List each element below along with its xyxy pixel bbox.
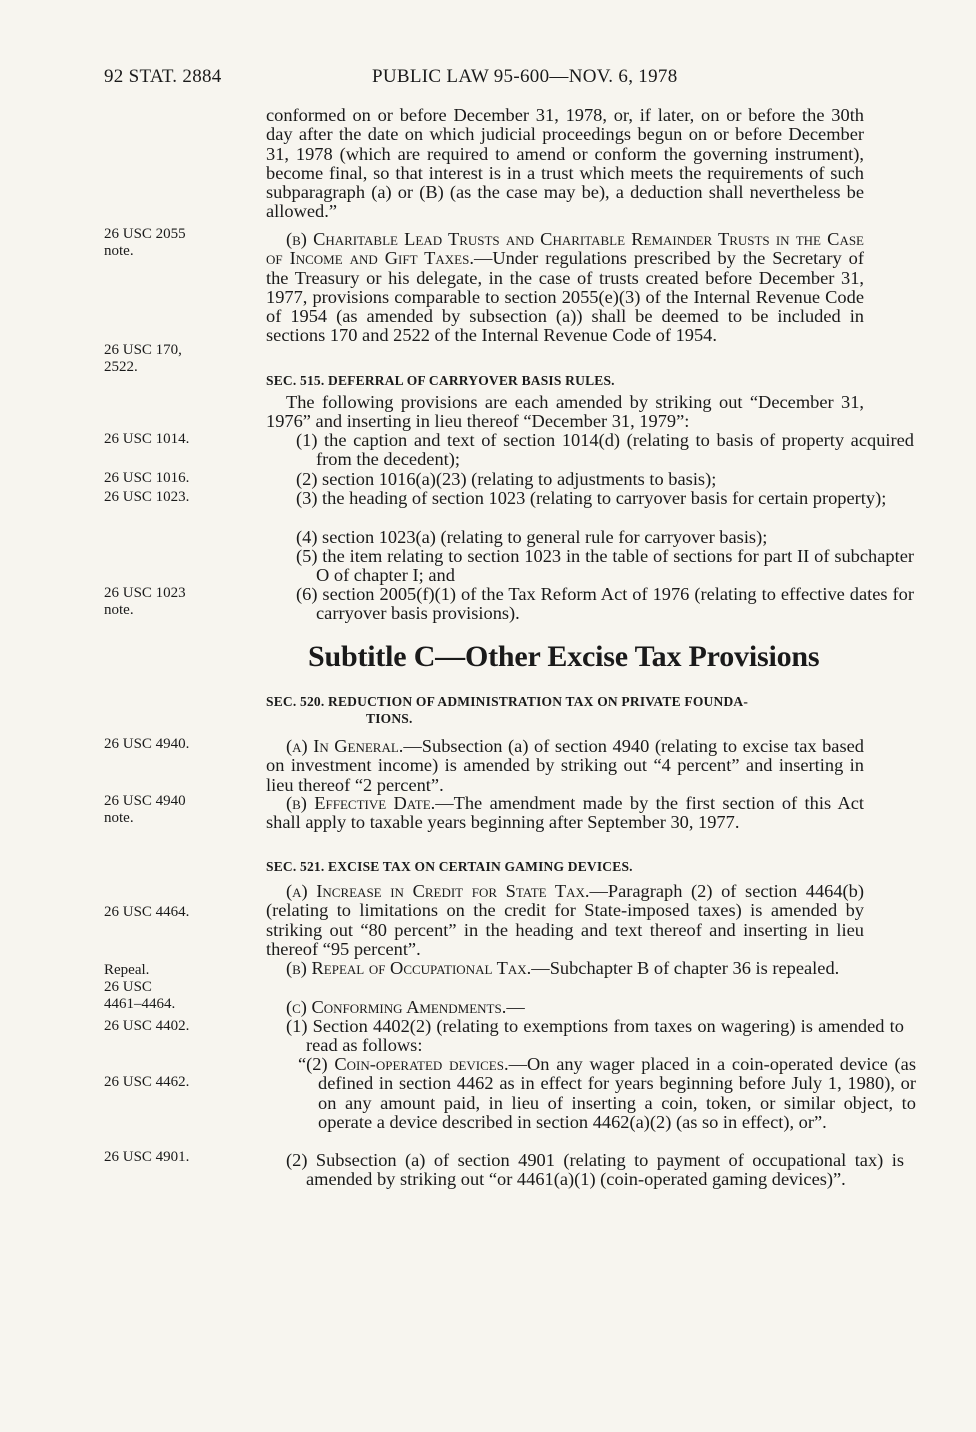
section-heading-515: SEC. 515. DEFERRAL OF CARRYOVER BASIS RULES. bbox=[266, 373, 615, 388]
running-header: PUBLIC LAW 95-600—NOV. 6, 1978 bbox=[372, 66, 678, 87]
sec521-quoted-paragraph bbox=[266, 1055, 916, 1132]
subsection-heading: (c) Conforming Amendments. bbox=[286, 997, 507, 1017]
paragraph-charitable-trusts bbox=[266, 230, 864, 346]
sec515-item: (6) section 2005(f)(1) of the Tax Reform Act of 1976 (relating to effective dates for carryover basis provisions). bbox=[296, 584, 914, 624]
margin-note: 26 USC 4402. bbox=[104, 1018, 190, 1034]
margin-note-line: Repeal. bbox=[104, 962, 150, 978]
sec515-item: (4) section 1023(a) (relating to general rule for carryover basis); bbox=[296, 527, 768, 547]
margin-note bbox=[104, 585, 186, 619]
margin-note-line: 26 USC 1023 bbox=[104, 585, 186, 601]
paragraph-continuation: conformed on or before December 31, 1978, or, if later, on or before the 30th day after the date on which judicial proceedings begun on or before December 31, 1978 (which are required to amend or conform the governing instrument), become final, so that interest is in a trust which meets the requirements of such subparagraph (a) or (B) (as the case may be), a deduction shall nevertheless be allowed.” bbox=[266, 105, 864, 222]
margin-note-line: 4461–4464. bbox=[104, 996, 176, 1012]
sec515-item: (2) section 1016(a)(23) (relating to adjustments to basis); bbox=[296, 469, 717, 489]
subsection-text: —Subchapter B of chapter 36 is repealed. bbox=[531, 958, 840, 978]
margin-note: 26 USC 4940. bbox=[104, 736, 190, 752]
subsection-heading: (a) Increase in Credit for State Tax. bbox=[286, 881, 590, 901]
sec520-subsection-b bbox=[266, 794, 864, 833]
margin-note: 26 USC 4464. bbox=[104, 904, 190, 920]
sec521-paragraph-2: (2) Subsection (a) of section 4901 (relating to payment of occupational tax) is amended by striking out “or 4461(a)(1) (coin-operated gaming devices)”. bbox=[286, 1150, 904, 1190]
subsection-heading: (a) In General. bbox=[286, 736, 404, 756]
margin-note: 26 USC 4462. bbox=[104, 1074, 190, 1090]
margin-note bbox=[104, 793, 186, 827]
sec515-item: (3) the heading of section 1023 (relating to carryover basis for certain property); bbox=[296, 488, 887, 508]
subsection-heading: (b) Charitable Lead Trusts and Charitable Remainder Trusts in the Case of Income and Gift Taxes. bbox=[266, 229, 864, 269]
subsection-heading: (b) Repeal of Occupational Tax. bbox=[286, 958, 532, 978]
subsection-text: —Subsection (a) of section 4940 (relating to excise tax based on investment income) is amended by striking out “4 percent” and inserting in lieu thereof “2 percent”. bbox=[266, 736, 864, 795]
margin-note bbox=[104, 226, 186, 260]
margin-note-line: note. bbox=[104, 602, 134, 618]
sec515-intro: The following provisions are each amended by striking out “December 31, 1976” and inserting in lieu thereof “December 31, 1979”: bbox=[266, 392, 864, 432]
margin-note-line: 26 USC bbox=[104, 979, 152, 995]
section-heading-line: TIONS. bbox=[366, 711, 413, 726]
section-heading-521: SEC. 521. EXCISE TAX ON CERTAIN GAMING DEVICES. bbox=[266, 859, 633, 874]
sec515-item: (1) the caption and text of section 1014(d) (relating to basis of property acquired from the decedent); bbox=[296, 430, 914, 470]
subtitle-heading: Subtitle C—Other Excise Tax Provisions bbox=[308, 640, 820, 673]
sec521-subsection-c bbox=[266, 998, 864, 1017]
sec521-subsection-b bbox=[266, 959, 864, 978]
margin-note: 26 USC 1016. bbox=[104, 470, 190, 486]
quoted-text: —On any wager placed in a coin-operated device (as defined in section 4462 as in effect for years beginning before July 1, 1980), or on any amount paid, in lieu of inserting a coin, token, or similar object, to operate a device described in section 4462(a)(2) (as so in effect), or”. bbox=[318, 1054, 916, 1132]
subsection-text: —Under regulations prescribed by the Secretary of the Treasury or his delegate, in the case of trusts created before December 31, 1977, provisions comparable to section 2055(e)(3) of the Internal Revenue Code of 1954 (as amended by subsection (a)) shall be deemed to be included in sections 170 and 2522 of the Internal Revenue Code of 1954. bbox=[266, 248, 864, 346]
margin-note-line: 26 USC 2055 bbox=[104, 226, 186, 242]
margin-note-line: 2522. bbox=[104, 359, 138, 375]
margin-note: 26 USC 1014. bbox=[104, 431, 190, 447]
margin-note-line: 26 USC 170, bbox=[104, 342, 182, 358]
margin-note: 26 USC 4901. bbox=[104, 1149, 190, 1165]
sec521-subsection-a bbox=[266, 882, 864, 959]
page-number-header: 92 STAT. 2884 bbox=[104, 66, 222, 87]
quoted-heading: “(2) Coin-operated devices. bbox=[298, 1054, 509, 1074]
margin-note bbox=[104, 342, 182, 376]
subsection-text: —The amendment made by the first section of this Act shall apply to taxable years beginning after September 30, 1977. bbox=[266, 793, 864, 833]
subsection-heading: (b) Effective Date. bbox=[286, 793, 436, 813]
margin-note: 26 USC 1023. bbox=[104, 489, 190, 505]
section-heading-line: SEC. 520. REDUCTION OF ADMINISTRATION TAX ON PRIVATE FOUNDA- bbox=[266, 694, 749, 709]
margin-note-line: note. bbox=[104, 243, 134, 259]
subsection-text: —Paragraph (2) of section 4464(b) (relating to limitations on the credit for State-imposed taxes) is amended by striking out “80 percent” in the heading and text thereof and inserting in lieu thereof “95 percent”. bbox=[266, 881, 864, 959]
sec520-subsection-a bbox=[266, 737, 864, 795]
sec515-item: (5) the item relating to section 1023 in the table of sections for part II of subchapter O of chapter I; and bbox=[296, 546, 914, 586]
subsection-text: — bbox=[506, 997, 525, 1017]
section-heading-520 bbox=[266, 693, 864, 727]
margin-note-line: note. bbox=[104, 810, 134, 826]
margin-note-line: 26 USC 4940 bbox=[104, 793, 186, 809]
sec521-paragraph-1: (1) Section 4402(2) (relating to exemptions from taxes on wagering) is amended to read as follows: bbox=[286, 1016, 904, 1056]
margin-note bbox=[104, 962, 175, 1013]
